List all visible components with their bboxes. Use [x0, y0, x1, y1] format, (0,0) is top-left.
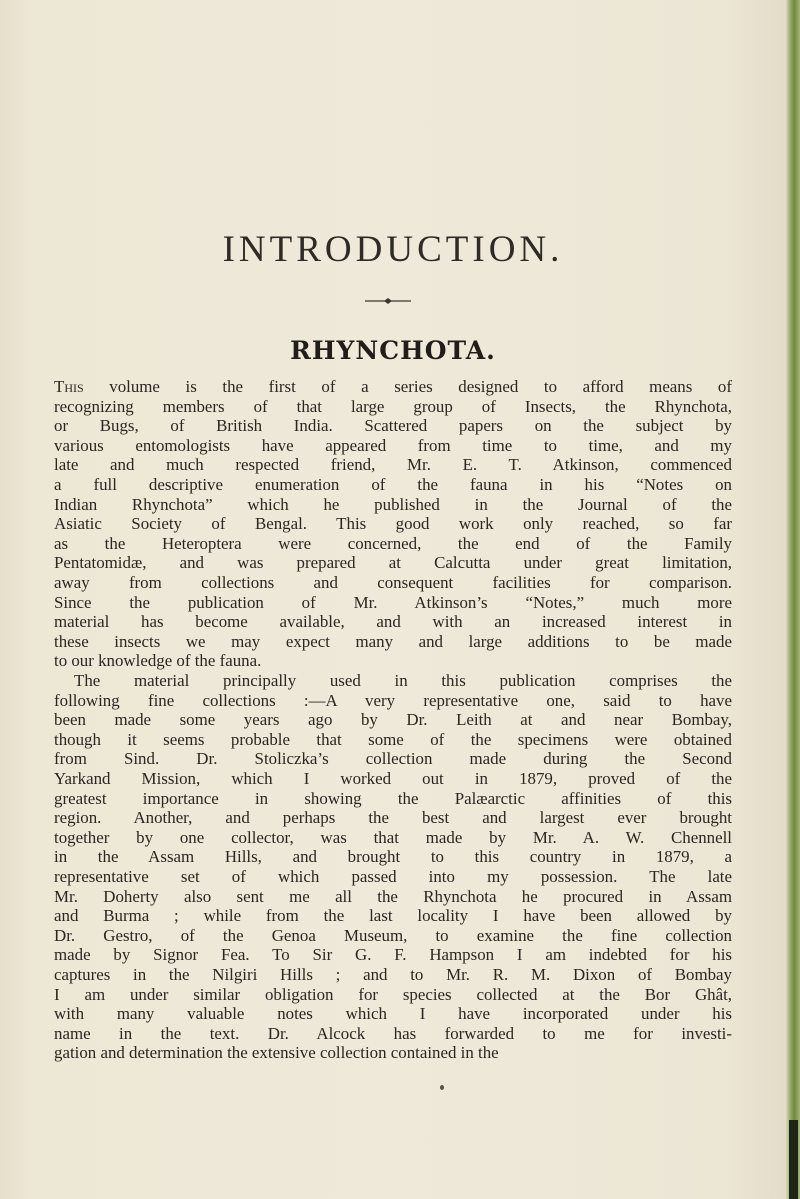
- text-line: a full descriptive enumeration of the fauna in his “Notes on: [54, 474, 732, 494]
- ornament-rule: [365, 297, 411, 305]
- section-heading: RHYNCHOTA.: [290, 336, 496, 365]
- text-line: these insects we may expect many and large additions to be made: [54, 631, 732, 651]
- text-line: together by one collector, was that made by Mr. A. W. Chennell: [54, 827, 732, 847]
- text-line: gation and determination the extensive collection contained in the: [54, 1043, 499, 1063]
- text-line: various entomologists have appeared from time to time, and my: [54, 435, 732, 455]
- text-line: made by Signor Fea. To Sir G. F. Hampson I am indebted for his: [54, 945, 732, 965]
- book-spine-edge: [786, 0, 800, 1199]
- paragraph-1: [54, 377, 732, 671]
- text-line: been made some years ago by Dr. Leith at and near Bombay,: [54, 710, 732, 730]
- text-line: though it seems probable that some of the specimens were obtained: [54, 729, 732, 749]
- text-line: representative set of which passed into my possession. The late: [54, 866, 732, 886]
- text-line: as the Heteroptera were concerned, the end of the Family: [54, 533, 732, 553]
- paragraph-2: [54, 671, 732, 1063]
- text-line: captures in the Nilgiri Hills ; and to Mr. R. M. Dixon of Bombay: [54, 964, 732, 984]
- text-line: name in the text. Dr. Alcock has forwarded to me for investi-: [54, 1023, 732, 1043]
- text-line: from Sind. Dr. Stoliczka’s collection made during the Second: [54, 749, 732, 769]
- text-line: with many valuable notes which I have incorporated under his: [54, 1004, 732, 1024]
- lead-word: This: [54, 377, 84, 396]
- text-line: following fine collections :—A very representative one, said to have: [54, 690, 732, 710]
- text-line: away from collections and consequent facilities for comparison.: [54, 572, 732, 592]
- text-line: Dr. Gestro, of the Genoa Museum, to examine the fine collection: [54, 925, 732, 945]
- text-line: and Burma ; while from the last locality I have been allowed by: [54, 906, 732, 926]
- text-line: [54, 377, 732, 397]
- text-line: Asiatic Society of Bengal. This good work only reached, so far: [54, 514, 732, 534]
- text-line: to our knowledge of the fauna.: [54, 651, 262, 671]
- page-speck: [440, 1085, 444, 1090]
- text-line: material has become available, and with an increased interest in: [54, 612, 732, 632]
- text-line: in the Assam Hills, and brought to this country in 1879, a: [54, 847, 732, 867]
- text-line: Pentatomidæ, and was prepared at Calcutta under great limitation,: [54, 553, 732, 573]
- text-line: late and much respected friend, Mr. E. T. Atkinson, commenced: [54, 455, 732, 475]
- text-line: recognizing members of that large group of Insects, the Rhynchota,: [54, 396, 732, 416]
- text-line: greatest importance in showing the Palæarctic affinities of this: [54, 788, 732, 808]
- introduction-heading: INTRODUCTION.: [222, 229, 564, 270]
- text-line: I am under similar obligation for species collected at the Bor Ghât,: [54, 984, 732, 1004]
- text-line: Indian Rhynchota” which he published in the Journal of the: [54, 494, 732, 514]
- book-spine-shadow: [789, 1120, 798, 1199]
- text-line: Mr. Doherty also sent me all the Rhynchota he procured in Assam: [54, 886, 732, 906]
- text-line: Yarkand Mission, which I worked out in 1879, proved of the: [54, 768, 732, 788]
- text-line: region. Another, and perhaps the best and largest ever brought: [54, 808, 732, 828]
- text-line: Since the publication of Mr. Atkinson’s “Notes,” much more: [54, 592, 732, 612]
- text-line: or Bugs, of British India. Scattered papers on the subject by: [54, 416, 732, 436]
- line-rest: volume is the first of a series designed to afford means of: [83, 377, 732, 396]
- text-line: The material principally used in this publication comprises the: [74, 671, 732, 690]
